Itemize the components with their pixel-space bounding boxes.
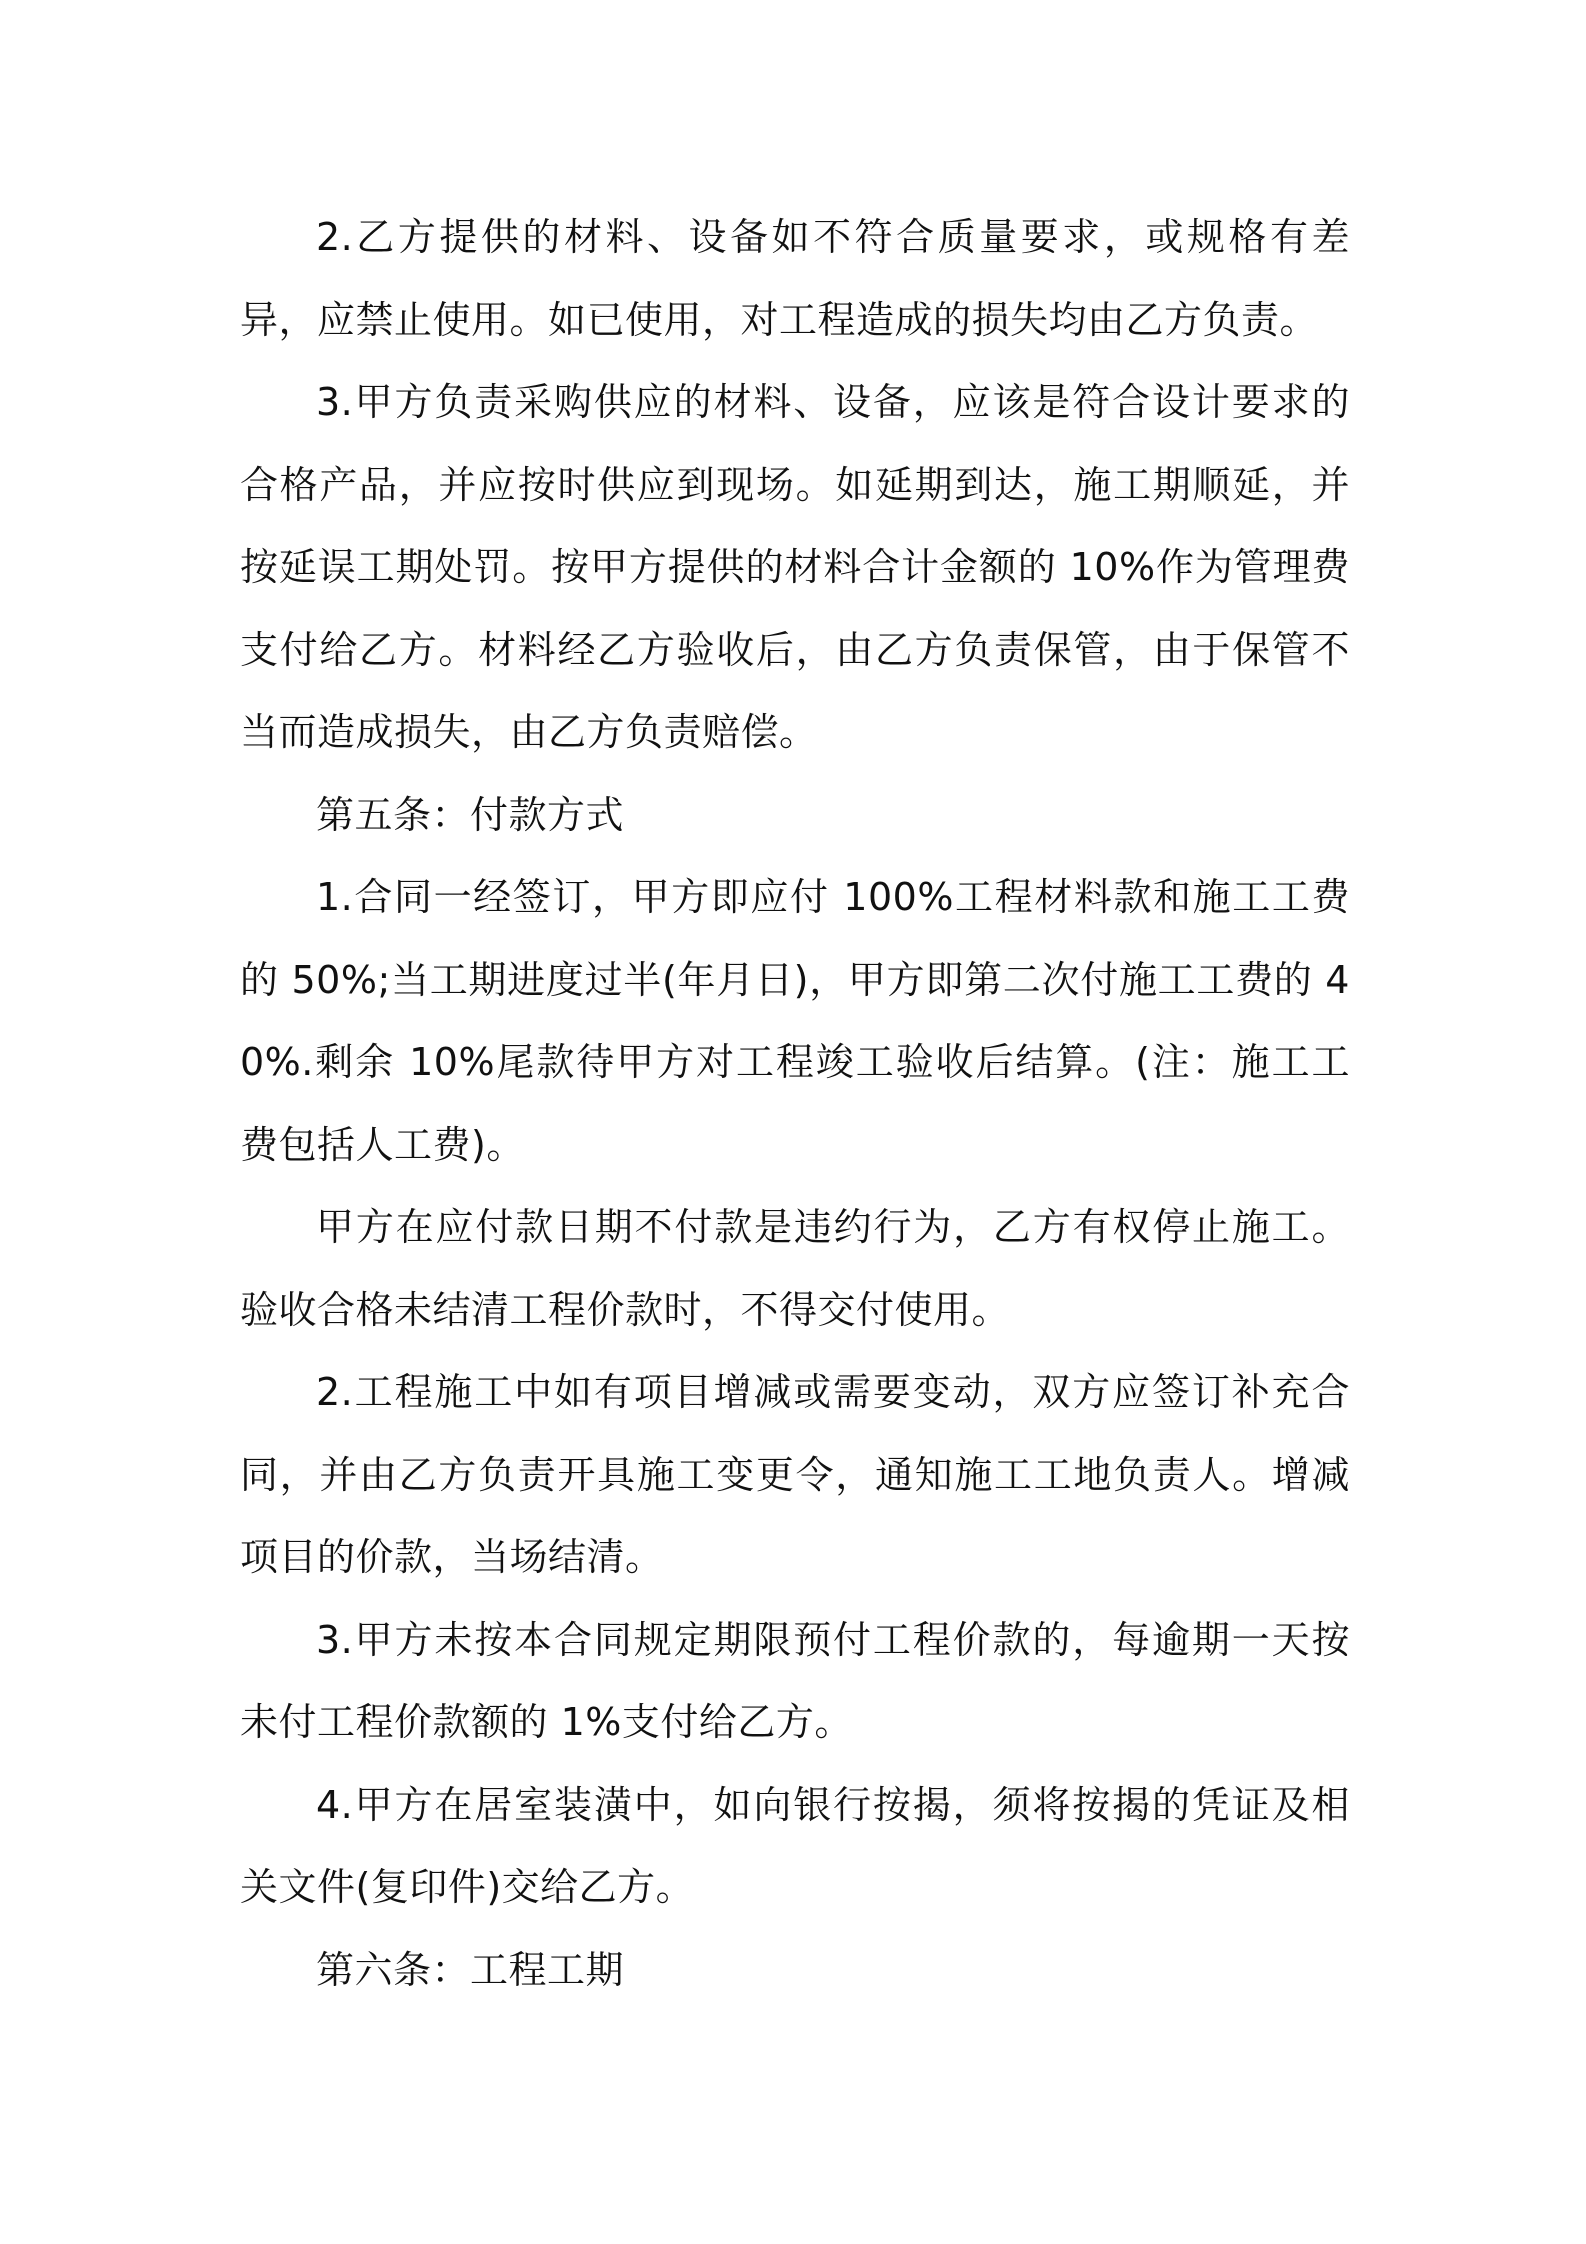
paragraph-material-quality: 2.乙方提供的材料、设备如不符合质量要求，或规格有差异，应禁止使用。如已使用，对工程造成的损失均由乙方负责。 — [240, 215, 1350, 342]
document-page — [240, 196, 1350, 2011]
section-heading-schedule: 第六条：工程工期 — [316, 1947, 625, 1992]
paragraph-late-payment-penalty: 3.甲方未按本合同规定期限预付工程价款的，每逾期一天按未付工程价款额的 1%支付给乙方。 — [240, 1617, 1350, 1744]
paragraph-material-procurement: 3.甲方负责采购供应的材料、设备，应该是符合设计要求的合格产品，并应按时供应到现场。如延期到达，施工期顺延，并按延误工期处罚。按甲方提供的材料合计金额的 10%作为管理费支付给乙方。材料经乙方验收后，由乙方负责保管，由于保管不当而造成损失，由乙方负责赔偿。 — [240, 380, 1350, 754]
paragraph-mortgage-documents: 4.甲方在居室装潢中，如向银行按揭，须将按揭的凭证及相关文件(复印件)交给乙方。 — [240, 1782, 1350, 1909]
paragraph-payment-default: 甲方在应付款日期不付款是违约行为，乙方有权停止施工。验收合格未结清工程价款时，不得交付使用。 — [240, 1205, 1350, 1332]
section-heading-payment: 第五条：付款方式 — [316, 792, 625, 837]
paragraph-payment-schedule: 1.合同一经签订，甲方即应付 100%工程材料款和施工工费的 50%;当工期进度过半(年月日)，甲方即第二次付施工工费的 40%.剩余 10%尾款待甲方对工程竣工验收后结算。(注：施工工费包括人工费)。 — [240, 875, 1350, 1167]
paragraph-project-changes: 2.工程施工中如有项目增减或需要变动，双方应签订补充合同，并由乙方负责开具施工变更令，通知施工工地负责人。增减项目的价款，当场结清。 — [240, 1370, 1350, 1579]
